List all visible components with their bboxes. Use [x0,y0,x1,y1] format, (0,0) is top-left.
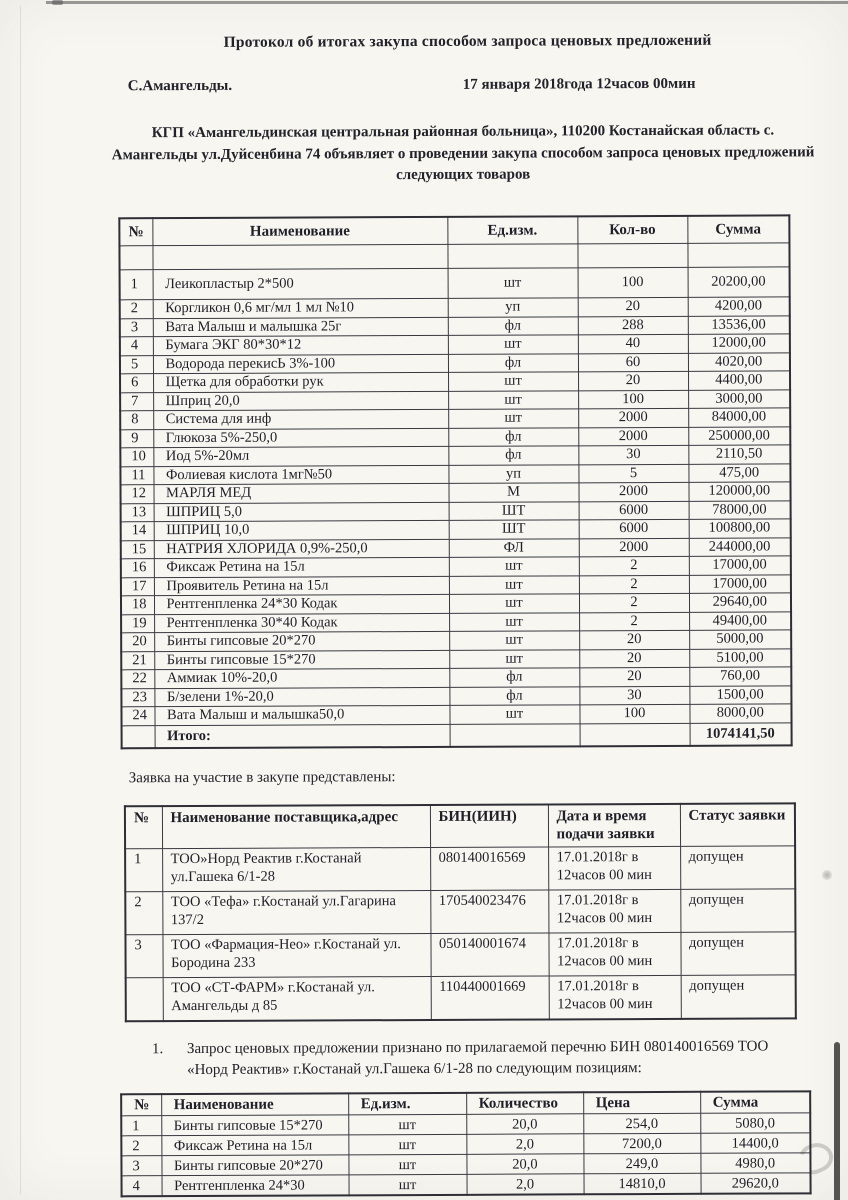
table-cell: 20 [578,371,688,390]
table-cell: 170540023476 [430,890,548,934]
column-header: Наименование [152,217,447,246]
table-cell: 8000,00 [689,704,791,723]
table-cell: фл [448,446,578,465]
table-cell: шт [449,594,579,613]
table-cell: 100 [579,704,689,723]
table-cell: 4980,0 [700,1153,810,1173]
table-cell: 78000,00 [689,500,791,519]
table-cell: шт [448,409,578,428]
table-cell: 100 [578,267,688,297]
table-cell: шт [348,1114,466,1135]
winner-items-table [120,1090,811,1197]
column-header: Статус заявки [680,803,795,846]
table-cell: 1 [125,849,162,892]
table-cell: 14810,0 [584,1173,701,1194]
table-cell: НАТРИЯ ХЛОРИДА 0,9%-250,0 [154,539,449,559]
table-cell: шт [448,335,578,354]
place-label: С.Амангельды. [127,77,233,95]
table-cell: ШТ [449,501,579,520]
table-cell: 18 [121,596,154,615]
column-header: Сумма [687,215,789,243]
table-cell: 2 [579,612,689,631]
table-cell: Проявитель Ретина на 15л [154,576,449,596]
table-cell: 080140016569 [430,847,548,891]
table-cell: 17.01.2018г в 12часов 00 мин [548,889,680,933]
table-cell: 110440001669 [431,976,549,1020]
winner-table-header [121,1091,810,1116]
table-cell: 2 [125,892,162,935]
table-cell: 20,0 [466,1114,583,1135]
applications-table-body [125,846,796,1021]
table-cell: 254,0 [583,1113,700,1134]
column-header: Кол-во [577,216,687,244]
table-cell: Глюкоза 5%-250,0 [153,428,448,448]
table-cell: 6000 [579,501,689,520]
table-cell: шт [449,575,579,594]
table-cell: М [448,483,578,502]
table-cell: Бинты гипсовые 15*270 [161,1115,348,1136]
table-cell: 2000 [579,538,689,557]
table-cell: 29640,00 [689,593,791,612]
column-header: Ед.изм. [348,1093,466,1115]
table-cell: шт [449,557,579,576]
table-cell: Система для инф [153,409,448,429]
table-cell: Рентгенпленка 24*30 [162,1175,349,1196]
table-cell: ШПРИЦ 10,0 [154,520,449,540]
table-row [125,889,795,935]
table-cell: 30 [578,445,688,464]
table-row [126,975,796,1021]
column-header: Количество [466,1092,583,1114]
table-cell: 13 [121,503,154,522]
table-cell [687,243,789,267]
table-cell: Шприц 20,0 [153,391,448,411]
decision-number: 1. [151,1041,164,1058]
table-cell [152,244,447,269]
table-cell: Вата Малыш и малышка50,0 [154,705,449,725]
table-cell: 760,00 [689,667,791,686]
table-cell: 4 [122,1176,162,1197]
table-cell: Леикопластыр 2*500 [153,268,448,299]
table-cell: 49400,00 [689,611,791,630]
column-header: Дата и время подачи заявки [548,804,680,847]
table-cell: ФЛ [449,538,579,557]
table-cell: 100800,00 [689,519,791,538]
table-cell: 244000,00 [689,537,791,556]
winner-table-body [121,1113,810,1197]
table-cell: 9 [120,429,153,448]
table-cell: 2 [579,593,689,612]
table-cell [447,244,577,269]
table-cell: 17.01.2018г в 12часов 00 мин [549,975,681,1019]
table-row [119,243,789,270]
table-cell [580,723,690,746]
column-header: Сумма [700,1091,810,1113]
table-cell: Фиксаж Ретина на 15л [154,557,449,577]
column-header: № [121,1094,161,1116]
table-cell: 250000,00 [688,426,790,445]
table-cell: шт [449,649,579,668]
table-cell: 84000,00 [688,408,790,427]
header-row [121,1091,810,1116]
table-cell: Рентгенпленка 24*30 Кодак [154,594,449,614]
table-cell: 6 [120,374,153,393]
date-time-label: 17 января 2018года 12часов 00мин [462,75,696,93]
table-row [125,846,795,892]
table-cell: 2 [579,575,689,594]
table-cell: 20 [579,630,689,649]
table-cell: ТОО «Фармация-Нео» г.Костанай ул. Бородина 233 [162,933,430,977]
table-cell: Коргликон 0,6 мг/мл 1 мл №10 [153,298,448,318]
table-cell: 14 [121,522,154,541]
table-cell: 12000,00 [688,334,790,353]
table-cell: 7200,0 [583,1133,700,1154]
table-cell [577,243,687,267]
table-cell: 16 [121,559,154,578]
table-cell: 40 [578,334,688,353]
table-cell: Щетка для обработки рук [153,372,448,392]
table-cell: 2 [579,556,689,575]
table-cell: 22 [121,670,154,689]
table-cell: ТОО «Тефа» г.Костанай ул.Гагарина 137/2 [162,890,430,934]
items-table-header [119,215,789,245]
table-cell: Итого: [155,724,450,748]
decision-text: Запрос ценовых предложении признано по прилагаемой перечню БИН 080140016569 ТОО «Норд Реактив» г.Костанай ул.Гашека 6/1-28 по следующим позициям: [186,1038,769,1079]
table-cell: 2000 [578,408,688,427]
table-cell: Бинты гипсовые 20*270 [161,1155,348,1176]
table-cell: шт [449,705,579,724]
table-row [122,722,792,747]
table-cell: допущен [681,975,796,1019]
table-cell: 17000,00 [689,574,791,593]
table-cell: уп [448,298,578,317]
table-cell: 249,0 [583,1153,700,1174]
table-row [122,1173,811,1197]
place-date-row [0,75,846,99]
table-cell: 4020,00 [688,352,790,371]
table-row [120,267,790,300]
table-cell: 23 [121,688,154,707]
applications-table-header [125,803,795,848]
table-cell: Аммиак 10%-20,0 [154,668,449,688]
column-header: № [125,806,162,849]
items-table-body [119,243,791,748]
table-cell: шт [348,1134,466,1155]
table-cell: фл [448,353,578,372]
table-cell: 20200,00 [688,267,790,297]
table-cell: 1074141,50 [690,722,792,745]
table-cell: допущен [680,889,795,933]
table-cell: допущен [680,846,795,890]
table-cell: 20 [579,667,689,686]
table-cell: 60 [578,353,688,372]
table-cell: 29620,0 [701,1173,811,1194]
table-cell: Рентгенпленка 30*40 Кодак [154,613,449,633]
items-table [118,214,792,748]
table-cell: 20 [579,649,689,668]
table-cell: 050140001674 [430,933,548,977]
applications-table [124,802,797,1022]
column-header: БИН(ИИН) [430,804,548,847]
table-cell: ШПРИЦ 5,0 [154,502,449,522]
table-cell: 120000,00 [688,482,790,501]
table-cell: 4 [120,337,153,356]
table-cell: 6000 [579,519,689,538]
applications-caption: Заявка на участие в закупе представлены: [128,769,396,787]
table-row [125,932,795,978]
table-cell: 5080,0 [700,1113,810,1133]
table-cell [126,978,163,1022]
table-cell: 24 [121,707,154,726]
table-cell: 14400,0 [700,1133,810,1153]
table-cell: 20 [121,633,154,652]
header-row [119,215,789,245]
table-cell [119,246,152,270]
table-cell: фл [449,686,579,705]
table-cell: 7 [120,392,153,411]
table-cell: 5000,00 [689,630,791,649]
table-cell: шт [449,612,579,631]
table-cell: 11 [120,466,153,485]
table-cell: 2110,50 [688,445,790,464]
table-cell: 1 [120,270,153,300]
table-cell: ТОО»Норд Реактив г.Костанай ул.Гашека 6/1-28 [162,847,430,891]
table-cell: 2 [121,1136,161,1156]
table-cell: 12 [120,485,153,504]
column-header: № [119,218,152,246]
table-cell: шт [448,372,578,391]
table-cell: фл [448,427,578,446]
table-cell: 475,00 [688,463,790,482]
table-cell: 20 [578,297,688,316]
table-cell: 3000,00 [688,389,790,408]
table-cell: шт [448,390,578,409]
table-cell: Фиксаж Ретина на 15л [161,1135,348,1156]
table-cell [122,725,155,748]
table-cell: 5 [120,355,153,374]
table-cell: шт [349,1174,467,1195]
table-cell: 1500,00 [689,685,791,704]
table-cell: Водорода перекисЬ 3%-100 [153,354,448,374]
table-cell: 13536,00 [688,315,790,334]
table-cell: Фолиевая кислота 1мг№50 [153,465,448,485]
table-cell: фл [448,316,578,335]
header-row [125,803,795,848]
table-cell: 2000 [578,427,688,446]
table-cell: ШТ [449,520,579,539]
table-cell: 3 [120,318,153,337]
table-cell: 100 [578,390,688,409]
document-title: Протокол об итогах закупа способом запроса ценовых предложений [223,31,712,51]
table-cell: Бинты гипсовые 15*270 [154,650,449,670]
table-cell: 17.01.2018г в 12часов 00 мин [548,932,680,976]
table-cell: ТОО «СТ-ФАРМ» г.Костанай ул. Амангельды д 85 [163,976,431,1021]
column-header: Ед.изм. [447,216,577,244]
table-cell: Б/зелени 1%-20,0 [154,687,449,707]
table-cell: 10 [120,448,153,467]
table-cell: 17000,00 [689,556,791,575]
table-cell: 1 [121,1116,161,1136]
table-cell: Бумага ЭКГ 80*30*12 [153,335,448,355]
table-cell: уп [448,464,578,483]
table-cell: шт [448,268,578,299]
table-cell: 2,0 [467,1174,584,1195]
table-cell: 2 [120,300,153,319]
table-cell: допущен [680,932,795,976]
column-header: Наименование поставщика,адрес [162,805,430,849]
table-cell: 3 [121,1156,161,1176]
table-cell: 17 [121,577,154,596]
table-cell: МАРЛЯ МЕД [153,483,448,503]
table-cell: шт [348,1154,466,1175]
table-cell: фл [449,668,579,687]
table-cell: 3 [125,935,162,978]
table-cell: 4400,00 [688,371,790,390]
table-cell: 21 [121,651,154,670]
column-header: Наименование [161,1093,348,1115]
table-cell: 30 [579,686,689,705]
table-cell: 5100,00 [689,648,791,667]
table-cell: 17.01.2018г в 12часов 00 мин [548,846,680,890]
table-cell: Вата Малыш и малышка 25г [153,317,448,337]
table-cell: Иод 5%-20мл [153,446,448,466]
table-cell: 20,0 [466,1154,583,1175]
table-cell: 4200,00 [688,297,790,316]
table-cell [450,723,580,746]
table-cell: шт [449,631,579,650]
table-cell: 2000 [578,482,688,501]
table-cell: 2,0 [466,1134,583,1155]
table-cell: 5 [578,464,688,483]
table-cell: Бинты гипсовые 20*270 [154,631,449,651]
table-cell: 288 [578,316,688,335]
decision-paragraph [152,1036,812,1081]
table-cell: 15 [121,540,154,559]
column-header: Цена [583,1092,700,1114]
intro-paragraph: КГП «Амангельдинская центральная районная больница», 110200 Костанайская область с. Амангельды ул.Дуйсенбина 74 объявляет о проведении закупа способом запроса ценовых предложений следующих товаров [111,122,815,184]
table-cell: 19 [121,614,154,633]
table-cell: 8 [120,411,153,430]
